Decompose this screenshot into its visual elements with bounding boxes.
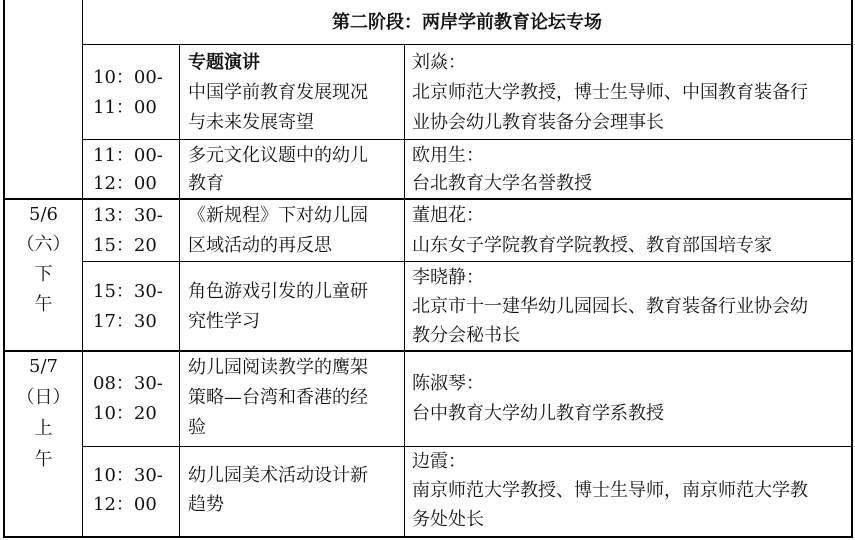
speaker-name: 陈淑琴： xyxy=(412,373,484,394)
day-period: 上 xyxy=(34,418,53,439)
topic-cell: 与未来发展寄望 xyxy=(188,112,314,133)
time-cell: 10：00- xyxy=(93,67,163,88)
speaker-title: 台北教育大学名誉教授 xyxy=(412,173,592,194)
day-date: 5/6 xyxy=(29,204,58,225)
speaker-title: 山东女子学院教育学院教授、教育部国培专家 xyxy=(412,235,772,256)
topic-cell: 究性学习 xyxy=(188,311,260,332)
speaker-title: 台中教育大学幼儿教育学系教授 xyxy=(412,403,664,424)
topic-cell: 区域活动的再反思 xyxy=(188,235,332,256)
topic-cell: 《新规程》下对幼儿园 xyxy=(188,205,368,226)
speaker-name: 董旭花： xyxy=(412,205,484,226)
time-cell: 17：30 xyxy=(93,311,157,332)
day-period: 午 xyxy=(34,449,53,470)
speaker-name: 欧用生： xyxy=(412,145,484,166)
topic-cell: 趋势 xyxy=(188,494,224,515)
speaker-name: 刘焱： xyxy=(412,52,466,73)
topic-cell: 多元文化议题中的幼儿 xyxy=(188,145,368,166)
col-divider-time xyxy=(179,45,180,538)
day-period: 下 xyxy=(34,264,53,285)
time-cell: 12：00 xyxy=(93,173,157,194)
day-weekday: （六） xyxy=(16,234,71,255)
topic-cell: 验 xyxy=(188,417,206,438)
speaker-name: 边霞： xyxy=(412,451,466,472)
time-cell: 11：00- xyxy=(93,145,163,166)
speaker-title: 务处处长 xyxy=(412,509,484,530)
time-cell: 15：20 xyxy=(93,235,157,256)
table-border-bottom xyxy=(3,536,853,538)
topic-cell: 教育 xyxy=(188,173,224,194)
speaker-title: 北京师范大学教授，博士生导师、中国教育装备行 xyxy=(412,82,808,103)
row-divider-3 xyxy=(82,261,853,262)
time-cell: 12：00 xyxy=(93,494,157,515)
day-weekday: （日） xyxy=(16,387,71,408)
time-cell: 10：20 xyxy=(93,403,157,424)
topic-heading: 专题演讲 xyxy=(188,52,260,73)
speaker-title: 北京市十一建华幼儿园园长、教育装备行业协会幼 xyxy=(412,296,808,317)
row-divider-header xyxy=(82,44,853,45)
row-divider-5 xyxy=(82,446,853,447)
time-cell: 13：30- xyxy=(93,205,163,226)
section-title: 第二阶段：两岸学前教育论坛专场 xyxy=(332,12,602,33)
topic-cell: 中国学前教育发展现况 xyxy=(188,82,368,103)
day-period: 午 xyxy=(34,294,53,315)
speaker-name: 李晓静： xyxy=(412,267,484,288)
speaker-title: 教分会秘书长 xyxy=(412,325,520,346)
topic-cell: 幼儿园阅读教学的鹰架 xyxy=(188,357,368,378)
time-cell: 08：30- xyxy=(93,373,163,394)
day-date: 5/7 xyxy=(29,356,58,377)
topic-cell: 策略—台湾和香港的经 xyxy=(188,387,368,408)
topic-cell: 幼儿园美术活动设计新 xyxy=(188,465,368,486)
time-cell: 15：30- xyxy=(93,281,163,302)
col-divider-date xyxy=(82,0,83,538)
speaker-title: 业协会幼儿教育装备分会理事长 xyxy=(412,112,664,133)
row-divider-1 xyxy=(82,139,853,140)
col-divider-topic xyxy=(404,45,405,538)
speaker-title: 南京师范大学教授、博士生导师，南京师范大学教 xyxy=(412,480,808,501)
topic-cell: 角色游戏引发的儿童研 xyxy=(188,281,368,302)
table-border-right xyxy=(851,0,853,538)
time-cell: 10：30- xyxy=(93,465,163,486)
time-cell: 11：00 xyxy=(93,97,157,118)
